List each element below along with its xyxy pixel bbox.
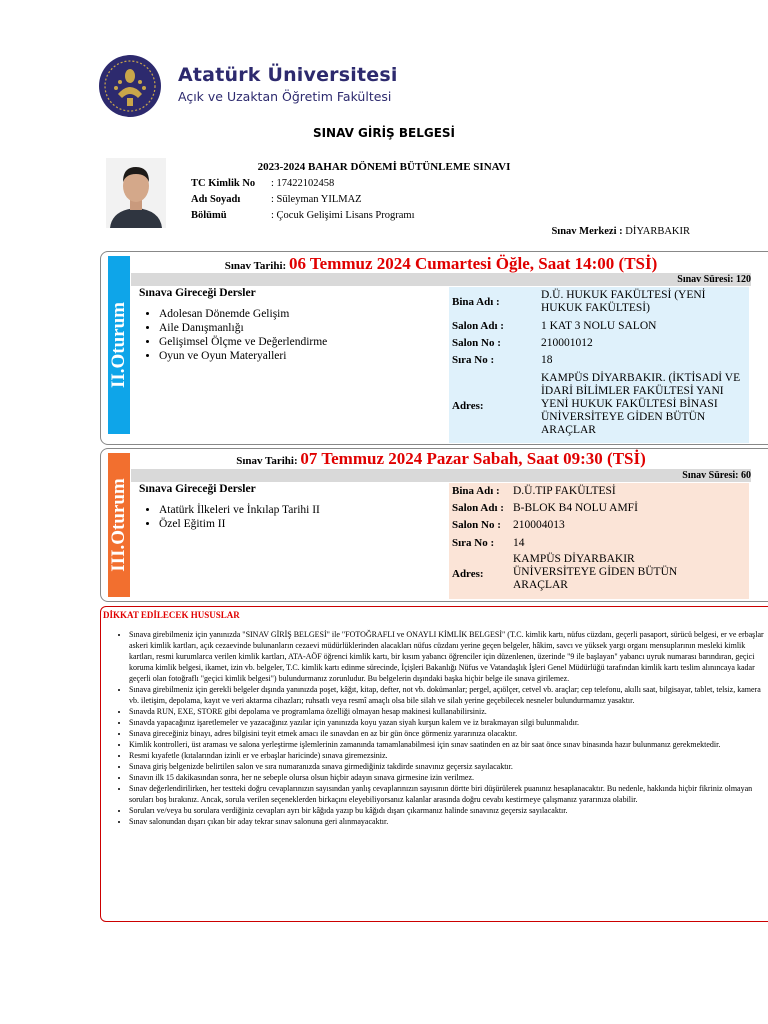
building-value: D.Ü.TIP FAKÜLTESİ <box>513 485 616 497</box>
address-label: Adres: <box>452 400 484 412</box>
course-list <box>143 307 327 363</box>
course-item: • Aile Danışmanlığı <box>159 321 327 335</box>
note-item: • Sınava giriş belgenizde belirtilen salon ve sıra numaranızda sınava girmediğiniz takdirde sınavınız geçersiz sayılacaktır. <box>129 761 768 772</box>
faculty-name: Açık ve Uzaktan Öğretim Fakültesi <box>178 89 392 104</box>
course-item: • Gelişimsel Ölçme ve Değerlendirme <box>159 335 327 349</box>
address-value: KAMPÜS DİYARBAKIR ÜNİVERSİTEYE GİDEN BÜTÜN ARAÇLAR <box>513 553 678 591</box>
room-value: 1 KAT 3 NOLU SALON <box>541 320 657 332</box>
note-item: • Soruları ve/veya bu sorulara verdiğiniz cevapları ayrı bir kâğıda yazıp bu kâğıdı dışarı çıkarmanız halinde sınavınız geçersiz sayılacaktır. <box>129 805 768 816</box>
note-item: • Kimlik kontrolleri, üst araması ve salona yerleştirme işlemlerinin zamanında tamamlanabilmesi için sınav saatinden en az bir saat önce sınav binasında hazır bulunmanız gerekmektedir. <box>129 739 768 750</box>
exam-center <box>551 226 690 237</box>
courses-title: Sınava Gireceği Dersler <box>139 287 256 299</box>
building-label: Bina Adı : <box>452 485 500 497</box>
note-item: • Sınavın ilk 15 dakikasından sonra, her ne sebeple olursa olsun hiçbir adayın sınava girmesine izin verilmez. <box>129 772 768 783</box>
room-value: B-BLOK B4 NOLU AMFİ <box>513 502 638 514</box>
course-item: • Adolesan Dönemde Gelişim <box>159 307 327 321</box>
session-date-label: Sınav Tarihi: <box>224 260 287 272</box>
course-list <box>143 503 320 531</box>
department-label: Bölümü <box>191 210 227 221</box>
note-item: • Sınavda yapacağınız işaretlemeler ve yazacağınız yazılar için yanınızda koyu yazan siyah kurşun kalem ve iz bırakmayan silgi bulunmalıdır. <box>129 717 768 728</box>
note-item: • Sınav salonundan dışarı çıkan bir aday tekrar sınav salonuna geri alınmayacaktır. <box>129 816 768 827</box>
notes-list <box>115 629 768 827</box>
room-label: Salon Adı : <box>452 320 504 332</box>
session-date-line <box>131 449 751 469</box>
note-item: • Sınavda RUN, EXE, STORE gibi depolama ve programlama özelliği olmayan hesap makinesi kullanabilirsiniz. <box>129 706 768 717</box>
session-side-tab <box>108 453 130 597</box>
university-logo <box>98 54 162 118</box>
student-photo <box>106 158 166 228</box>
location-panel <box>449 287 749 443</box>
building-value: D.Ü. HUKUK FAKÜLTESİ (YENİ HUKUK FAKÜLTESİ) <box>541 289 706 314</box>
room-no-label: Salon No : <box>452 337 501 349</box>
session-label: III.Oturum <box>108 478 129 572</box>
note-item: • Sınava girebilmeniz için gerekli belgeler dışında yanınızda poşet, kâğıt, kitap, defter, not vb. dokümanlar; pergel, açıölçer, cetvel vb. araçlar; cep telefonu, akıllı saat, bilgisayar, tablet, telsiz, kamera vb. iletişim, depolama, kayıt ve veri aktarma cihazları; ruhsatlı veya resmî amaçlı olsa bile silah ve silah yerine geçebilecek nesneler bulundurmamız yasaktır. <box>129 684 768 706</box>
seat-value: 18 <box>541 354 553 366</box>
name-value: : Süleyman YILMAZ <box>271 194 362 205</box>
address-value: KAMPÜS DİYARBAKIR. (İKTİSADİ VE İDARİ BİLİMLER FAKÜLTESİ YANI YENİ HUKUK FAKÜLTESİ BİNASI ÜNİVERSİTEYE GİDEN BÜTÜN ARAÇLAR <box>541 372 741 436</box>
note-item: • Sınava gireceğiniz binayı, adres bilgisini teyit etmek amacı ile sınavdan en az bir gün önce görmeniz yararınıza olacaktır. <box>129 728 768 739</box>
room-no-value: 210001012 <box>541 337 593 349</box>
note-item: • Sınava girebilmeniz için yanınızda "SINAV GİRİŞ BELGESİ" ile "FOTOĞRAFLI ve ONAYLI KİMLİK BELGESİ" (T.C. kimlik kartı, nüfus cüzdanı, geçerli pasaport, sürücü belgesi, er ve erbaşlar askeri kimlik kartları, açık cezaevinde bulunanların cezaevi müdürlüklerinden alacakları nüfus cüzdanı yerine geçen belgeler, hâkim, savcı ve yüksek yargı organı mensuplarının mesleki kimlik kartları, resmi kurumlarca verilen kimlik kartları, ATA-AÖF öğrenci kimlik kartı, bir kısım yabancı öğrenciler için düzenlenen, üzerinde "9 ile başlayan" yabancı uyruk numarası barındıran, geçici koruma kimlik belgesi, ikamet, izin vb. belgeler, T.C. kimlik kartı edinme sürecinde, İçişleri Bakanlığı Nüfus ve Vatandaşlık İşleri Genel Müdürlüğü tarafından kimlik kartı teslim alınıncaya kadar geçerli olan fotoğraflı "geçici kimlik belgesi") bulundurmanız zorunludur. Bu belgelerin dışındaki başka hiçbir belge ile sınava girilemez. <box>129 629 768 684</box>
seat-label: Sıra No : <box>452 354 495 366</box>
room-no-label: Salon No : <box>452 519 501 531</box>
tc-value: : 17422102458 <box>271 178 335 189</box>
courses-title: Sınava Gireceği Dersler <box>139 483 256 495</box>
note-item: • Sınav değerlendirilirken, her testteki doğru cevaplarınızın sayısından yanlış cevaplarınızın sayısının dörtte biri düşürülerek puanınız hesaplanacaktır. Bu nedenle, hakkında hiçbir fikriniz olmayan soruları boş bırakınız. Ancak, sorula verilen seçeneklerden birkaçını eleyebiliyorsanız kalanlar arasında doğru cevabı kestirmeye çalışmanız yararınıza olabilir. <box>129 783 768 805</box>
name-label: Adı Soyadı <box>191 194 241 205</box>
session-date-line <box>131 254 751 274</box>
seat-label: Sıra No : <box>452 537 495 549</box>
tc-label: TC Kimlik No <box>191 178 256 189</box>
exam-center-value: DİYARBAKIR <box>625 226 690 237</box>
location-panel <box>449 483 749 599</box>
session-label: II.Oturum <box>108 301 129 389</box>
building-label: Bina Adı : <box>452 296 500 308</box>
exam-name: 2023-2024 BAHAR DÖNEMİ BÜTÜNLEME SINAVI <box>257 161 511 173</box>
course-item: • Oyun ve Oyun Materyalleri <box>159 349 327 363</box>
exam-center-label: Sınav Merkezi : <box>551 226 623 237</box>
room-label: Salon Adı : <box>452 502 504 514</box>
session-date-value: 06 Temmuz 2024 Cumartesi Öğle, Saat 14:00 (TSİ) <box>288 254 658 273</box>
session-date-label: Sınav Tarihi: <box>236 455 298 467</box>
note-item: • Resmi kıyafetle (kıtalarından izinli er ve erbaşlar haricinde) sınava giremezsiniz. <box>129 750 768 761</box>
notes-title: DİKKAT EDİLECEK HUSUSLAR <box>103 610 240 620</box>
session-side-tab <box>108 256 130 434</box>
document-title: SINAV GİRİŞ BELGESİ <box>312 126 456 140</box>
course-item: • Atatürk İlkeleri ve İnkılap Tarihi II <box>159 503 320 517</box>
seat-value: 14 <box>513 537 525 549</box>
room-no-value: 210004013 <box>513 519 565 531</box>
session-card <box>100 448 768 602</box>
university-name: Atatürk Üniversitesi <box>178 64 398 86</box>
address-label: Adres: <box>452 568 484 580</box>
course-item: • Özel Eğitim II <box>159 517 320 531</box>
department-value: : Çocuk Gelişimi Lisans Programı <box>271 210 415 221</box>
notes-box <box>100 606 768 922</box>
session-duration: Sınav Süresi: 120 <box>131 273 751 286</box>
session-card <box>100 251 768 445</box>
session-duration: Sınav Süresi: 60 <box>131 469 751 482</box>
session-date-value: 07 Temmuz 2024 Pazar Sabah, Saat 09:30 (TSİ) <box>300 449 646 468</box>
